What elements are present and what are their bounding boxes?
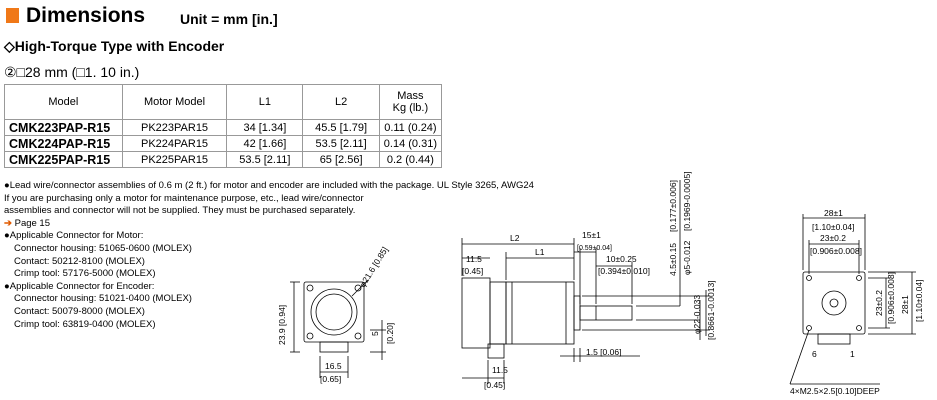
mount-hole (807, 276, 812, 281)
section-subtitle: ◇High-Torque Type with Encoder (4, 38, 225, 54)
col-motor-model: Motor Model (122, 85, 227, 120)
dim-side-l1: L1 (535, 247, 545, 257)
dim-front-diameter: φ21.6 [0.85] (357, 245, 390, 290)
dim-side-10: 10±0.25 (606, 254, 637, 264)
dim-side-08661: [0.8661-0.0013] (706, 280, 716, 340)
dim-side-115: 11.5 (466, 254, 482, 264)
dim-front-165: 16.5 (325, 361, 342, 371)
cell-l2: 53.5 [2.11] (303, 136, 379, 152)
note-lead-wire: ●Lead wire/connector assemblies of 0.6 m (2 ft.) for motor and encoder are included with the package. UL Style 3265, AWG24 (4, 180, 534, 191)
front-inner-circle (316, 294, 352, 330)
dim-front-065: [0.65] (320, 374, 342, 384)
note-encoder-connector: ●Applicable Connector for Encoder: (4, 280, 155, 292)
mount-hole (355, 333, 361, 339)
dim-side-phi5: φ5-0.012 (682, 240, 692, 275)
cell-l1: 34 [1.34] (227, 120, 303, 136)
dim-front-020: [0.20] (385, 322, 395, 344)
col-l1: L1 (227, 85, 303, 120)
dim-side-15: 15±1 (582, 230, 601, 240)
cell-mass: 0.11 (0.24) (379, 120, 441, 136)
front-boss (311, 289, 357, 335)
dim-side-phi22: φ22-0.033 (692, 294, 702, 334)
dim-side-01969: [0.1969-0.0005] (682, 171, 692, 231)
col-model: Model (5, 85, 123, 120)
frame-size-label: ②□28 mm (□1. 10 in.) (4, 64, 140, 80)
cell-l2: 65 [2.56] (303, 152, 379, 168)
cell-motor-model: PK224PAR15 (122, 136, 227, 152)
front-frame (304, 282, 364, 342)
dim-side-045: [0.45] (462, 266, 484, 276)
note-motor-crimp: Crimp tool: 57176-5000 (MOLEX) (14, 268, 156, 280)
dim-end-110: [1.10±0.04] (812, 222, 855, 232)
dim-side-0177: [0.177±0.006] (668, 180, 678, 232)
page-reference-link[interactable]: Page 15 (14, 217, 51, 229)
mount-hole (307, 333, 313, 339)
screw-note: 4×M2.5×2.5[0.10]DEEP (790, 386, 880, 396)
motor-body (506, 282, 574, 344)
motor-pilot (574, 296, 580, 330)
note-purchase-2: assemblies and connector will not be supplied. They must be purchased separately. (4, 205, 356, 217)
cell-mass: 0.14 (0.31) (379, 136, 441, 152)
dim-side-l2: L2 (510, 233, 520, 243)
mount-hole (857, 276, 862, 281)
note-motor-contact: Contact: 50212-8100 (MOLEX) (14, 255, 145, 267)
dim-end-0906v: [0.906±0.008] (886, 272, 896, 324)
cell-model: CMK225PAP-R15 (5, 152, 123, 168)
encoder-cover (490, 282, 506, 344)
cell-l1: 42 [1.66] (227, 136, 303, 152)
cell-motor-model: PK223PAR15 (122, 120, 227, 136)
dim-end-28v: 28±1 (900, 295, 910, 314)
arrow-right-icon: ➔ (4, 217, 12, 229)
pin-label-6: 6 (812, 349, 817, 359)
mount-hole (857, 326, 862, 331)
dim-end-0906: [0.906±0.008] (810, 246, 862, 256)
end-connector (818, 334, 850, 344)
end-frame (803, 272, 865, 334)
dim-front-5: 5 (370, 331, 380, 336)
unit-label: Unit = mm [in.] (180, 11, 278, 27)
col-mass-label: Mass (397, 90, 424, 102)
page-title: Dimensions (26, 4, 146, 27)
cell-model: CMK224PAP-R15 (5, 136, 123, 152)
shaft (580, 306, 632, 320)
dim-end-110v: [1.10±0.04] (914, 279, 924, 322)
dim-side-15b: 1.5 [0.06] (586, 347, 622, 357)
note-encoder-contact: Contact: 50079-8000 (MOLEX) (14, 305, 145, 317)
note-purchase-1: If you are purchasing only a motor for maintenance purpose, etc., lead wire/connector (4, 192, 364, 204)
cell-l2: 45.5 [1.79] (303, 120, 379, 136)
encoder-housing (462, 278, 490, 348)
mount-hole (307, 285, 313, 291)
dim-end-23v: 23±0.2 (874, 290, 884, 316)
note-encoder-housing: Connector housing: 51021-0400 (MOLEX) (14, 293, 192, 305)
cell-model: CMK223PAP-R15 (5, 120, 123, 136)
end-boss (822, 291, 846, 315)
col-mass-unit: Kg (lb.) (392, 102, 429, 114)
dim-side-45: 4.5±0.15 (668, 242, 678, 276)
dim-side-045b: [0.45] (484, 380, 506, 390)
connector-body (320, 342, 348, 352)
mount-hole (807, 326, 812, 331)
cell-l1: 53.5 [2.11] (227, 152, 303, 168)
dim-front-height: 23.9 [0.94] (277, 304, 287, 345)
dim-end-28: 28±1 (824, 208, 843, 218)
dim-side-059: [0.59±0.04] (577, 245, 612, 252)
note-motor-housing: Connector housing: 51065-0600 (MOLEX) (14, 242, 192, 254)
note-motor-connector: ●Applicable Connector for Motor: (4, 230, 144, 242)
dim-side-0394: [0.394±0.010] (598, 266, 650, 276)
col-l2: L2 (303, 85, 379, 120)
end-shaft (830, 299, 838, 307)
dim-side-115b: 11.5 (492, 365, 508, 375)
note-encoder-crimp: Crimp tool: 63819-0400 (MOLEX) (14, 318, 156, 330)
cell-mass: 0.2 (0.44) (379, 152, 441, 168)
dim-end-23: 23±0.2 (820, 233, 846, 243)
pin-label-1: 1 (850, 349, 855, 359)
cell-motor-model: PK225PAR15 (122, 152, 227, 168)
